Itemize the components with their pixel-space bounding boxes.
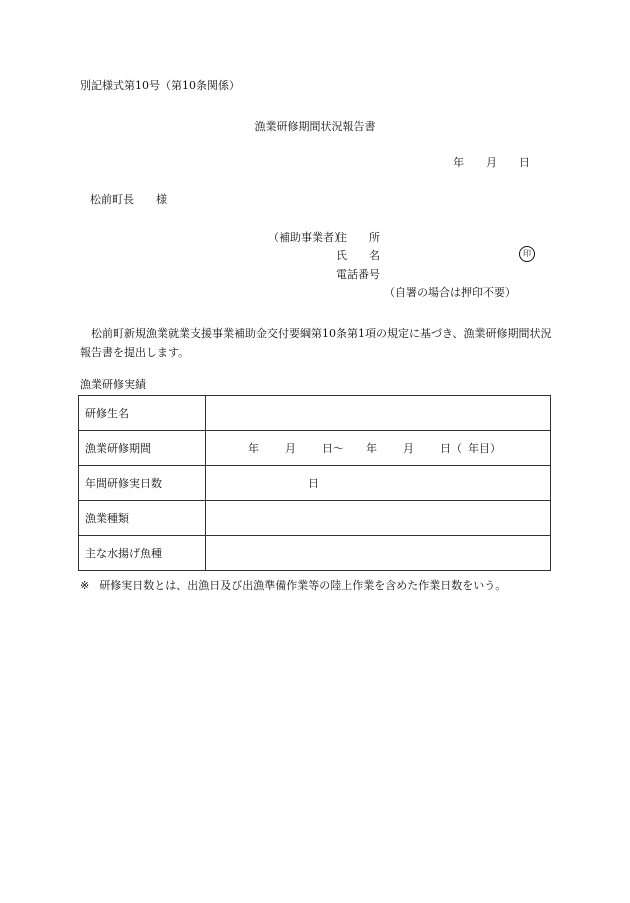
row-label: 研修生名 [79,396,206,431]
signature-note: （自署の場合は押印不要） [384,286,516,299]
table-row [79,396,551,431]
document-title: 漁業研修期間状況報告書 [254,120,376,133]
name-label: 氏 名 [336,249,380,262]
form-number: 別記様式第10号（第10条関係） [80,79,240,92]
training-days-field[interactable]: 日 [206,466,551,501]
table-row [79,466,551,501]
footnote-text: 研修実日数とは、出漁日及び出漁準備作業等の陸上作業を含めた作業日数をいう。 [99,579,507,592]
main-species-field[interactable] [206,536,551,571]
date-year: 年 [453,156,464,169]
training-period-field[interactable]: 年 月 日～ 年 月 日（ 年目） [206,431,551,466]
table-row [79,501,551,536]
phone-label: 電話番号 [336,268,380,281]
training-record-table [78,395,551,571]
seal-icon: 印 [519,246,535,262]
date-month: 月 [486,156,497,169]
date-day: 日 [519,156,530,169]
trainee-name-field[interactable] [206,396,551,431]
row-label: 主な水揚げ魚種 [79,536,206,571]
addressee-name: 松前町長 [90,193,134,206]
body-paragraph: 松前町新規漁業就業支援事業補助金交付要綱第10条第1項の規定に基づき、漁業研修期間状況報告書を提出します。 [80,327,552,359]
table-row [79,536,551,571]
row-label: 漁業研修期間 [79,431,206,466]
fishery-type-field[interactable] [206,501,551,536]
applicant-role: （補助事業者） [268,231,345,244]
table-row [79,431,551,466]
section-title: 漁業研修実績 [80,378,146,391]
footnote [80,580,506,591]
addressee-honorific: 様 [156,193,167,206]
footnote-mark: ※ [80,579,90,592]
addressee [90,194,167,205]
row-label: 漁業種類 [79,501,206,536]
row-label: 年間研修実日数 [79,466,206,501]
date-line [453,157,530,168]
address-label: 住 所 [336,231,380,244]
applicant-address-row [268,232,380,243]
